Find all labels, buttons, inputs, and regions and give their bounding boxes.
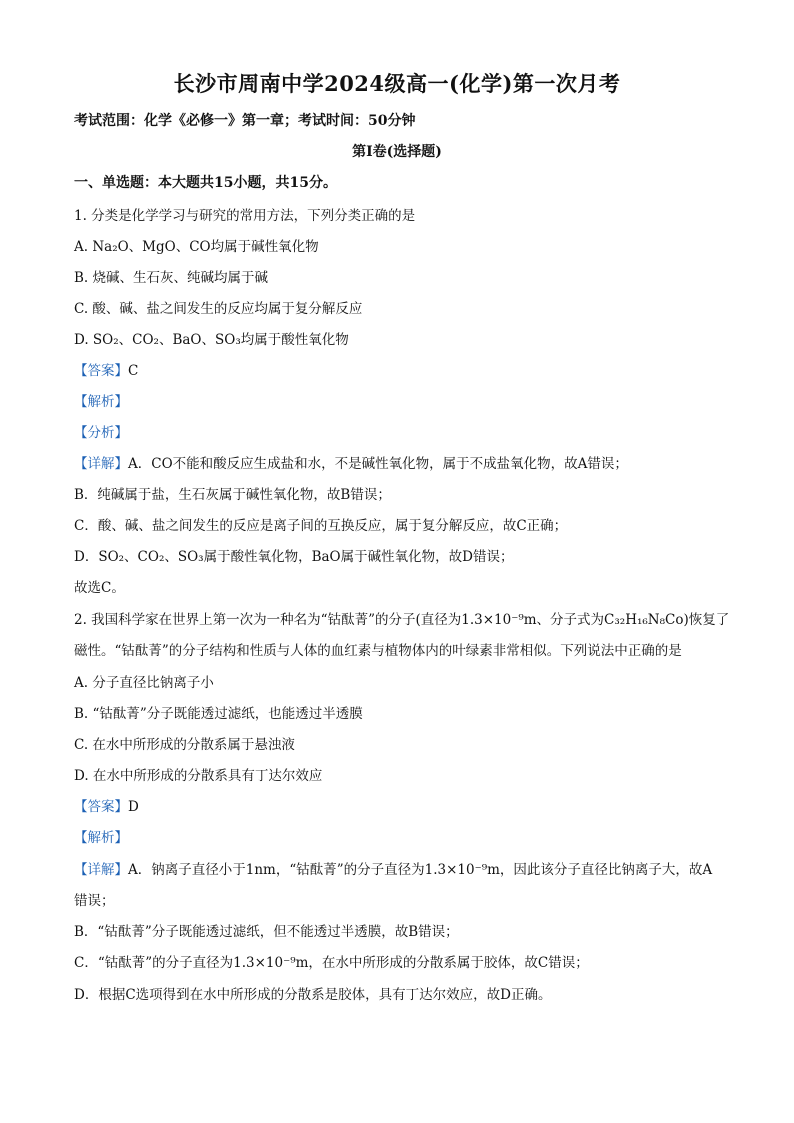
q2-option-c: C. 在水中所形成的分散系属于悬浊液 bbox=[74, 737, 295, 753]
q1-analysis-tag: 【解析】 bbox=[74, 394, 128, 410]
answer-tag: 【答案】 bbox=[74, 799, 128, 815]
q2-detail-4: D．根据C选项得到在水中所形成的分散系是胶体，具有丁达尔效应，故D正确。 bbox=[74, 987, 552, 1003]
q1-stem: 1. 分类是化学学习与研究的常用方法，下列分类正确的是 bbox=[74, 208, 416, 224]
q2-option-d: D. 在水中所形成的分散系具有丁达尔效应 bbox=[74, 768, 323, 784]
detail-text: A．CO不能和酸反应生成盐和水，不是碱性氧化物，属于不成盐氧化物，故A错误； bbox=[128, 456, 628, 472]
q2-analysis-tag: 【解析】 bbox=[74, 830, 128, 846]
q2-answer bbox=[74, 795, 139, 815]
q1-answer bbox=[74, 359, 138, 379]
answer-value: D bbox=[128, 799, 139, 815]
detail-text: A．钠离子直径小于1nm，“钴酞菁”的分子直径为1.3×10⁻⁹m，因此该分子直径比钠离子大，故A bbox=[128, 862, 713, 878]
q2-option-b: B. “钴酞菁”分子既能透过滤纸，也能透过半透膜 bbox=[74, 706, 363, 722]
exam-info: 考试范围：化学《必修一》第一章；考试时间：50分钟 bbox=[74, 113, 416, 129]
q1-option-c: C. 酸、碱、盐之间发生的反应均属于复分解反应 bbox=[74, 301, 363, 317]
q2-stem-line1: 2. 我国科学家在世界上第一次为一种名为“钴酞菁”的分子(直径为1.3×10⁻⁹m、分子式为C₃₂H₁₆N₈Co)恢复了 bbox=[74, 612, 730, 628]
answer-tag: 【答案】 bbox=[74, 363, 128, 379]
q2-stem-line2: 磁性。“钴酞菁”的分子结构和性质与人体的血红素与植物体内的叶绿素非常相似。下列说法中正确的是 bbox=[74, 643, 682, 659]
q1-detail-2: B．纯碱属于盐，生石灰属于碱性氧化物，故B错误； bbox=[74, 487, 391, 503]
q2-detail-2: B．“钴酞菁”分子既能透过滤纸，但不能透过半透膜，故B错误； bbox=[74, 924, 459, 940]
detail-tag: 【详解】 bbox=[74, 456, 128, 472]
q2-option-a: A. 分子直径比钠离子小 bbox=[74, 675, 214, 691]
volume-heading: 第I卷(选择题) bbox=[352, 144, 442, 160]
section-heading: 一、单选题：本大题共15小题，共15分。 bbox=[74, 175, 337, 191]
page-title: 长沙市周南中学2024级高一(化学)第一次月考 bbox=[173, 71, 621, 96]
q1-detail-1 bbox=[74, 452, 628, 472]
q1-option-a: A. Na₂O、MgO、CO均属于碱性氧化物 bbox=[74, 239, 319, 255]
q1-option-b: B. 烧碱、生石灰、纯碱均属于碱 bbox=[74, 270, 269, 286]
detail-tag: 【详解】 bbox=[74, 862, 128, 878]
q2-detail-1b: 错误； bbox=[74, 893, 115, 909]
q1-detail-5: 故选C。 bbox=[74, 580, 125, 596]
q1-fenxi-tag: 【分析】 bbox=[74, 425, 128, 441]
q1-detail-4: D．SO₂、CO₂、SO₃属于酸性氧化物，BaO属于碱性氧化物，故D错误； bbox=[74, 549, 514, 565]
q1-option-d: D. SO₂、CO₂、BaO、SO₃均属于酸性氧化物 bbox=[74, 332, 349, 348]
q2-detail-1 bbox=[74, 858, 712, 878]
q2-detail-3: C．“钴酞菁”的分子直径为1.3×10⁻⁹m，在水中所形成的分散系属于胶体，故C错误； bbox=[74, 955, 589, 971]
q1-detail-3: C．酸、碱、盐之间发生的反应是离子间的互换反应，属于复分解反应，故C正确； bbox=[74, 518, 568, 534]
answer-value: C bbox=[128, 363, 139, 379]
